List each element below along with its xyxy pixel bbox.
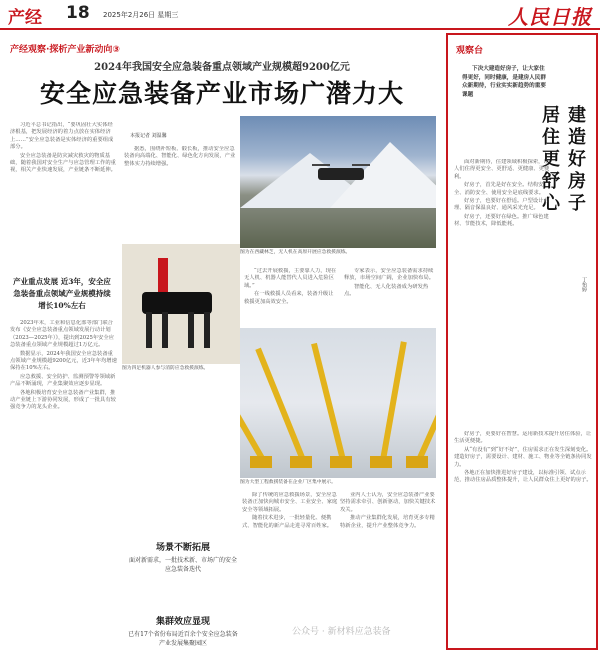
commentary-body bbox=[454, 159, 552, 429]
crane-photo bbox=[240, 328, 436, 478]
crane-arm bbox=[255, 348, 306, 462]
section-deck-2: 面对新需求，一批技术新、市场广的安全应急装备迭代 bbox=[128, 557, 237, 573]
crane-arm bbox=[380, 341, 407, 460]
robot-leg bbox=[146, 312, 152, 348]
commentary-title-line-2: 居住更舒心 bbox=[539, 105, 560, 215]
text-column-1 bbox=[10, 122, 118, 270]
crane-cab bbox=[330, 456, 352, 468]
newspaper-logo: 人民日报 bbox=[508, 5, 592, 29]
crane-arm bbox=[240, 355, 266, 462]
paragraph: 推动产业集群化发展，培育更多专精特新企业，提升产业整体竞争力。 bbox=[340, 515, 435, 529]
section-subhead-2: 场景不断拓展 bbox=[155, 543, 210, 553]
robot-caption: 图为四足机器人参与消防应急救援演练。 bbox=[122, 366, 209, 371]
commentary-tag: 观察台 bbox=[456, 46, 484, 56]
text-column-2 bbox=[124, 146, 238, 226]
paragraph: 从“有没有”到“好不好”，住房需求正在发生深刻变化。建造好房子，需要设计、建材、施工、物业等全链条协同发力。 bbox=[454, 446, 592, 468]
paragraph: 业内人士认为，安全应急装备产业要坚持需求牵引、创新驱动，加快关键技术攻关。 bbox=[340, 492, 436, 513]
paragraph: 好房子，首先是好在安全。结构安全、消防安全、使用安全是底线要求。 bbox=[454, 182, 545, 196]
robot-dog-photo bbox=[122, 244, 240, 364]
commentary-body-2 bbox=[454, 431, 594, 645]
crane-cab bbox=[250, 456, 272, 468]
paragraph: 专家表示，安全应急装备需求持续释放，市场空间广阔，企业加快布局。 bbox=[344, 268, 435, 282]
paragraph: 各地积极培育安全应急装备产业集群，推动产业链上下游协同发展，形成了一批具有较强竞争力的龙头企业。 bbox=[10, 389, 116, 411]
crane-caption: 图为大型工程救援装备在企业厂区集中展示。 bbox=[240, 480, 336, 485]
drone-icon bbox=[318, 168, 364, 180]
paragraph: 随着技术进步，一批轻量化、便携式、智能化的新产品走进寻常百姓家。 bbox=[242, 515, 333, 529]
robot-leg bbox=[188, 312, 194, 348]
paragraph: 2023年末，工业和信息化部等部门联合发布《安全应急装备重点领域发展行动计划（2023—2025年）》，提出到2025年安全应急装备重点领域产业规模超过1万亿元。 bbox=[10, 320, 115, 349]
drone-photo bbox=[240, 116, 436, 248]
page-number: 18 bbox=[66, 3, 90, 23]
paragraph: 在一线救援人员看来，装备升级让救援更加高效安全。 bbox=[244, 291, 334, 305]
robot-mast bbox=[158, 258, 168, 292]
watermark: 公众号 · 新材料应急装备 bbox=[292, 627, 391, 637]
paragraph: 好房子，还要好在绿色。推广绿色建材、节能技术，降低能耗。 bbox=[454, 213, 549, 228]
robot-leg bbox=[162, 312, 168, 348]
text-column-a bbox=[244, 268, 338, 328]
text-column-low-1 bbox=[242, 492, 338, 640]
commentary-lead: 下决大建造好房子，让大家住得更好，同时健康，是建房人民群众新期待，行业实实新趋势的重要课题 bbox=[462, 66, 546, 98]
text-column-b bbox=[344, 268, 438, 328]
article-headline: 安全应急装备产业市场广潜力大 bbox=[39, 79, 404, 108]
paragraph: 应急救援、安全防护、监测预警等领域新产品不断涌现，产业集聚效应逐步显现。 bbox=[10, 373, 116, 388]
paragraph: 各地正在加快推进好房子建设，以标准引领、试点示范，推动住房品质整体提升，让人民群众住上更好的房子。 bbox=[454, 470, 592, 484]
section-deck-3: 已有17个省份布局近百余个安全应急装备产业发展集聚园区 bbox=[128, 631, 238, 647]
paragraph: 除了传统的应急救援场景，安全应急装备正加快向城市安全、工业安全、家庭安全等领域拓展。 bbox=[242, 492, 338, 513]
article-kicker: 2024年我国安全应急装备重点领域产业规模超9200亿元 bbox=[94, 62, 350, 73]
paragraph: “过去开展救援，主要靠人力，现在无人机、机器人能替代人员进入危险区域。” bbox=[244, 268, 337, 289]
paragraph: 数据显示，2024年我国安全应急装备重点领域产业规模超9200亿元，近3年年均增速保持在10%左右。 bbox=[10, 350, 117, 372]
photo-caption: 图为在西藏林芝，无人机在高原开展应急救援演练。 bbox=[240, 250, 351, 255]
paragraph: 好房子，更要好在智慧。运用新技术提升居住体验，让生活更便捷。 bbox=[454, 431, 592, 445]
byline: 本报记者 刘温馨 bbox=[130, 133, 167, 139]
crane-arm bbox=[311, 343, 346, 461]
crane-cab bbox=[290, 456, 312, 468]
paragraph: 智能化、无人化装备成为研发热点。 bbox=[344, 283, 429, 298]
section-subhead-1: 产业重点发展 近3年，安全应急装备重点领域产业规模持续增长10%左右 bbox=[13, 277, 111, 310]
main-article bbox=[4, 32, 440, 648]
paragraph: 习近平总书记指出，“要巩固壮大实体经济根基，把发展经济的着力点放在实体经济上……”安全应急装备是实体经济的重要组成部分。 bbox=[10, 122, 114, 151]
text-column-1b bbox=[10, 320, 118, 642]
robot-body bbox=[142, 292, 212, 314]
column-tag: 产经观察·探析产业新动向③ bbox=[10, 45, 121, 55]
crane-cab bbox=[406, 456, 428, 468]
commentary-author: 丁怡婷 bbox=[581, 277, 587, 292]
issue-date: 2025年2月26日 星期三 bbox=[103, 11, 179, 19]
paragraph: 好房子，也要好在舒适。户型设计合理、隔音保温良好、通风采光充足。 bbox=[454, 198, 549, 212]
robot-leg bbox=[204, 312, 210, 348]
section-name: 产经 bbox=[8, 8, 42, 28]
commentary-title-line-1: 建造好房子 bbox=[565, 105, 586, 215]
paragraph: 安全应急装备是防灾减灾救灾的物质基础，随着我国对安全生产与应急管理工作的重视，相关产业快速发展，产业链条不断延伸。 bbox=[10, 152, 116, 174]
masthead bbox=[0, 0, 600, 30]
crane-arm bbox=[416, 349, 436, 461]
commentary-title bbox=[539, 105, 588, 275]
section-subhead-3: 集群效应显现 bbox=[155, 617, 210, 627]
commentary-box bbox=[446, 33, 598, 650]
crane-cab bbox=[370, 456, 392, 468]
paragraph: 据悉，围绕补短板、锻长板，推动安全应急装备向高端化、智能化、绿色化方向发展，产业整体实力持续增强。 bbox=[124, 146, 236, 167]
paragraph: 面对新期待，住建领域积极探索，让人们住得更安全、更舒适、更健康、更便利。 bbox=[454, 159, 550, 180]
text-column-low-2 bbox=[340, 492, 436, 640]
